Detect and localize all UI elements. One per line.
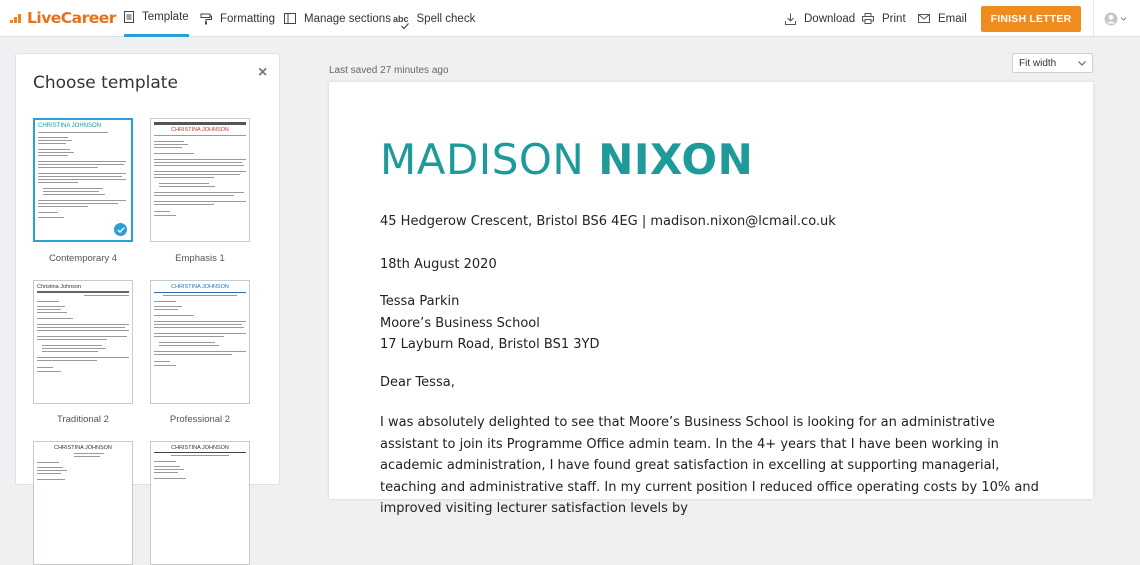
template-label: Professional 2 bbox=[169, 414, 231, 425]
applicant-name[interactable] bbox=[380, 135, 753, 184]
template-thumbnail[interactable] bbox=[33, 118, 133, 242]
applicant-first-name: MADISON bbox=[380, 135, 585, 184]
email-button[interactable] bbox=[918, 0, 967, 37]
tab-template-label: Template bbox=[142, 11, 189, 23]
tab-spell-check-label: Spell check bbox=[416, 12, 476, 25]
spell-check-icon-text: abc bbox=[393, 13, 409, 24]
letter-page[interactable] bbox=[329, 82, 1093, 517]
template-thumbnail[interactable] bbox=[33, 280, 133, 404]
recipient-name[interactable]: Tessa Parkin bbox=[380, 294, 460, 309]
contact-info[interactable]: 45 Hedgerow Crescent, Bristol BS6 4EG | madison.nixon@lcmail.co.uk bbox=[380, 214, 836, 229]
format-paint-icon bbox=[200, 13, 212, 25]
download-icon bbox=[785, 13, 796, 25]
download-button[interactable] bbox=[785, 0, 855, 37]
tab-formatting[interactable] bbox=[200, 0, 275, 37]
account-menu[interactable] bbox=[1093, 0, 1140, 37]
email-label: Email bbox=[938, 12, 967, 25]
logo-text: LiveCareer bbox=[27, 9, 116, 27]
letter-body-paragraph[interactable]: I was absolutely delighted to see that Moore’s Business School is looking for an administrative assistant to join its Programme Office admin team. In the 4+ years that I have been working in academic administration, I have found great satisfaction in excelling at supporting managerial, teaching and administrative staff. In my current position I reduced office operating costs by 10% and improved visiting lecturer satisfaction levels by bbox=[380, 415, 1039, 517]
chevron-down-icon bbox=[1077, 58, 1087, 68]
template-thumbnail[interactable] bbox=[33, 441, 133, 565]
download-label: Download bbox=[804, 12, 856, 25]
envelope-icon bbox=[918, 14, 930, 23]
zoom-select[interactable] bbox=[1012, 53, 1093, 73]
livecareer-logo[interactable] bbox=[10, 8, 116, 28]
panel-title: Choose template bbox=[33, 73, 178, 93]
thumbnail-name: CHRISTINA JOHNSON bbox=[171, 127, 229, 133]
recipient-organization[interactable]: Moore’s Business School bbox=[380, 316, 540, 331]
tab-template[interactable] bbox=[124, 0, 189, 37]
thumbnail-name: CHRISTINA JOHNSON bbox=[171, 445, 229, 451]
template-label: Emphasis 1 bbox=[175, 253, 225, 264]
recipient-address[interactable]: 17 Layburn Road, Bristol BS1 3YD bbox=[380, 337, 600, 352]
choose-template-panel bbox=[15, 53, 280, 485]
template-thumbnail[interactable] bbox=[150, 441, 250, 565]
tab-manage-sections-label: Manage sections bbox=[304, 12, 391, 25]
print-button[interactable] bbox=[862, 0, 906, 37]
thumbnail-name: Christina Johnson bbox=[37, 284, 82, 290]
layout-icon bbox=[284, 13, 296, 24]
top-toolbar bbox=[0, 0, 1140, 37]
letter-date[interactable]: 18th August 2020 bbox=[380, 257, 497, 272]
logo-mark-icon bbox=[10, 12, 24, 24]
print-label: Print bbox=[882, 12, 906, 25]
tab-spell-check[interactable] bbox=[393, 0, 475, 37]
tab-manage-sections[interactable] bbox=[284, 0, 391, 37]
template-label: Contemporary 4 bbox=[48, 253, 118, 264]
spell-check-icon bbox=[393, 14, 409, 24]
thumbnail-name: CHRISTINA JOHNSON bbox=[38, 123, 102, 129]
tab-formatting-label: Formatting bbox=[220, 12, 275, 25]
template-thumbnail[interactable] bbox=[150, 118, 250, 242]
applicant-last-name: NIXON bbox=[598, 135, 754, 184]
thumbnail-name: CHRISTINA JOHNSON bbox=[54, 445, 112, 451]
last-saved-status: Last saved 27 minutes ago bbox=[329, 65, 449, 76]
avatar-icon bbox=[1104, 12, 1130, 26]
thumbnail-name: CHRISTINA JOHNSON bbox=[171, 284, 229, 290]
template-thumbnail[interactable] bbox=[150, 280, 250, 404]
template-label: Traditional 2 bbox=[57, 414, 109, 425]
salutation[interactable]: Dear Tessa, bbox=[380, 375, 455, 390]
document-icon bbox=[124, 11, 134, 23]
finish-letter-button[interactable]: FINISH LETTER bbox=[981, 6, 1081, 32]
selected-check-icon bbox=[114, 223, 127, 236]
zoom-value: Fit width bbox=[1019, 57, 1057, 69]
close-icon[interactable]: × bbox=[258, 64, 268, 81]
printer-icon bbox=[862, 13, 874, 24]
